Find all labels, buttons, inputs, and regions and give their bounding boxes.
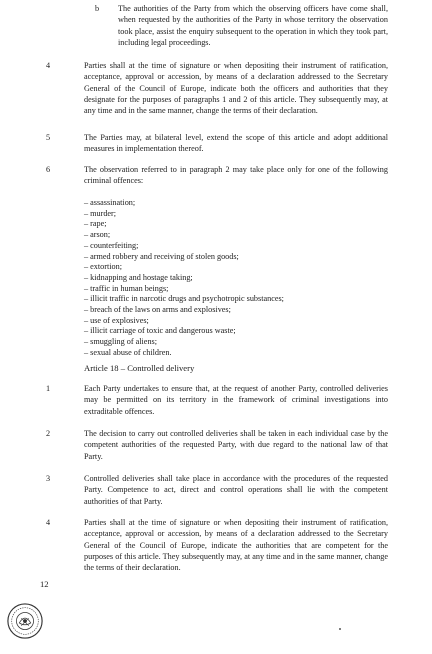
paragraph-text: Parties shall at the time of signature or when depositing their instrument of ratification, acceptance, approval or accession, by means of a declaration addressed to the Secretary General of the Council of Europe, indicate the authorities that are competent for the purposes of this article. They subsequently may, at any time and in the same manner, change the terms of their declaration. [84, 518, 388, 573]
list-item: – extortion; [84, 262, 122, 272]
paragraph-text: Controlled deliveries shall take place in accordance with the procedures of the requested Party. Competence to act, direct and control operations shall lie with the competent authorities of that Party. [84, 474, 388, 506]
clause-text: The authorities of the Party from which the observing officers have come shall, when requested by the authorities of the Party in whose territory the observation took place, assist the enquiry subsequent to the operation in which they took part, including legal proceedings. [118, 4, 388, 47]
list-item: – counterfeiting; [84, 240, 139, 250]
article-heading: Article 18 – Controlled delivery [84, 363, 195, 373]
paragraph-number: 4 [45, 518, 51, 527]
paragraph-number: 3 [45, 474, 51, 483]
paragraph-text: The decision to carry out controlled deliveries shall be taken in each individual case by the competent authorities of the requested Party, with due regard to the national law of that Party. [84, 429, 388, 461]
scan-mark [339, 628, 341, 630]
paragraph-number: 1 [45, 384, 51, 393]
clause-letter: b [95, 4, 100, 13]
paragraph-number: 6 [45, 165, 51, 174]
list-item: – sexual abuse of children. [84, 347, 172, 357]
seal-stamp [6, 602, 44, 640]
paragraph-number: 4 [45, 61, 51, 70]
list-item: – traffic in human beings; [84, 283, 169, 293]
list-item: – illicit carriage of toxic and dangerous waste; [84, 326, 236, 336]
list-item: – kidnapping and hostage taking; [84, 272, 193, 282]
paragraph-text: Each Party undertakes to ensure that, at the request of another Party, controlled deliveries may be permitted on its territory in the framework of criminal investigations into extraditable offences. [84, 384, 388, 416]
list-item: – murder; [84, 208, 117, 218]
list-item: – assassination; [84, 198, 136, 207]
list-item: – breach of the laws on arms and explosives; [84, 305, 231, 315]
list-item: – use of explosives; [84, 315, 149, 325]
paragraph-text: The observation referred to in paragraph 2 may take place only for one of the following criminal offences: [84, 165, 388, 186]
list-item: – rape; [84, 219, 107, 229]
list-item: – smuggling of aliens; [84, 337, 157, 347]
paragraph-text: Parties shall at the time of signature or when depositing their instrument of ratification, acceptance, approval or accession, by means of a declaration addressed to the Secretary General of the Council of Europe, indicate both the officers and authorities that they designate for the purposes of paragraphs 1 and 2 of this article. They subsequently may, at any time and in the same manner, change the terms of their declaration. [84, 61, 388, 116]
paragraph-text: The Parties may, at bilateral level, extend the scope of this article and adopt additional measures in implementation thereof. [84, 133, 388, 154]
list-item: – armed robbery and receiving of stolen goods; [84, 251, 239, 261]
offences-list [84, 198, 284, 359]
paragraph-number: 5 [45, 133, 51, 142]
paragraph-number: 2 [45, 429, 51, 438]
list-item: – illicit traffic in narcotic drugs and psychotropic substances; [84, 294, 284, 304]
page-number: 12 [40, 579, 49, 589]
list-item: – arson; [84, 230, 111, 240]
